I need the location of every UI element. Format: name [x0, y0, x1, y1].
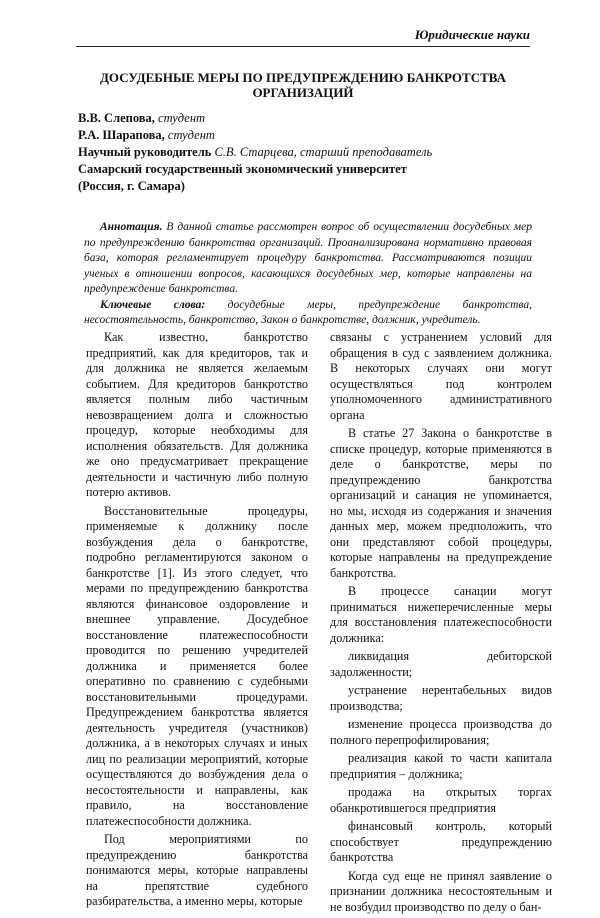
author-name: Р.А. Шарапова, [78, 128, 165, 142]
keywords-label: Ключевые слова: [100, 298, 206, 311]
measure-item: изменение процесса производства до полного перепрофилирования; [330, 717, 552, 747]
author-block [78, 110, 532, 195]
location: (Россия, г. Самара) [78, 179, 185, 193]
article-title: ДОСУДЕБНЫЕ МЕРЫ ПО ПРЕДУПРЕЖДЕНИЮ БАНКРОТСТВА ОРГАНИЗАЦИЙ [99, 70, 506, 100]
body-paragraph: Когда суд еще не принял заявление о признании должника несостоятельным и не возбудил производство по делу о бан- [330, 868, 552, 914]
advisor-name: С.В. Старцева, старший преподаватель [214, 145, 433, 159]
left-column [86, 330, 308, 913]
university: Самарский государственный экономический университет [78, 162, 407, 176]
body-paragraph: В статье 27 Закона о банкротстве в списке процедур, которые применяются в деле о банкротстве, меры по предупреждению банкротства организаций и санация не упоминается, но мы, исходя из содержания и значения данных мер, можем предположить, что они представляют собой процедуры, которые направлены на предупреждение банкротства. [330, 426, 552, 580]
body-paragraph: Восстановительные процедуры, применяемые к должнику после возбуждения дела о банкротстве, подробно регламентируются законом о банкротстве [1]. Из этого следует, что мерами по предупреждению банкротства являются финансовое оздоровление и внешнее управление. Досудебное восстановление платежеспособности проводится по решению учредителей должника и применяется более оперативно по сравнению с судебными восстановительными процедурами. Предупреждением банкротства является деятельность учредителя (участников) должника, а в некоторых случаях и иных лиц по реализации мероприятий, которые осуществляются до возбуждения дела о несостоятельности и направлены, как правило, на восстановление платежеспособности должника. [86, 503, 308, 828]
annotation-paragraph [84, 220, 532, 298]
measure-item: продажа на открытых торгах обанкротившегося предприятия [330, 785, 552, 815]
author-name: В.В. Слепова, [78, 111, 155, 125]
annotation-block [84, 220, 532, 329]
body-paragraph: Как известно, банкротство предприятий, как для кредиторов, так и для должника не является желаемым событием. Для кредиторов банкротство является полным либо частичным невозвращением долга и сложностью процедур, которые необходимы для исполнения обязательств. Для должника же оно предусматривает прекращение деятельности и частичную либо полную потерю активов. [86, 330, 308, 499]
header-divider [76, 46, 530, 47]
measure-item: ликвидация дебиторской задолженности; [330, 649, 552, 679]
body-paragraph-continuation: связаны с устранением условий для обращения в суд с заявлением должника. В некоторых случаях они могут осуществляться под контролем уполномоченного административного органа [330, 330, 552, 422]
right-column [330, 330, 552, 918]
measure-item: финансовый контроль, который способствует предупреждению банкротства [330, 819, 552, 864]
body-paragraph: Под мероприятиями по предупреждению банкротства понимаются меры, которые направлены на препятствие судебного разбирательства, а именно меры, которые [86, 832, 308, 908]
author-role: студент [167, 128, 215, 142]
advisor-label: Научный руководитель [78, 145, 212, 159]
author-2 [78, 127, 532, 144]
author-role: студент [158, 111, 206, 125]
journal-section-header: Юридические науки [414, 27, 530, 42]
author-1 [78, 110, 532, 127]
body-paragraph: В процессе санации могут приниматься нижеперечисленные меры для восстановления платежеспособности должника: [330, 584, 552, 645]
annotation-label: Аннотация. [100, 221, 163, 233]
annotation-text: В данной статье рассмотрен вопрос об осуществлении досудебных мер по предупреждению банкротства организаций. Проанализирована нормативно правовая база, которая регламентирует процедуру банкротства. Рассматриваются позиции ученых в отношении вопросов, касающихся досудебных мер, которые направлены на предупреждение банкротства. [84, 221, 532, 295]
keywords-paragraph [84, 298, 532, 329]
advisor [78, 144, 532, 161]
measure-item: реализация какой то части капитала предприятия – должника; [330, 751, 552, 781]
measure-item: устранение нерентабельных видов производства; [330, 683, 552, 713]
keywords-text: досудебные меры, предупреждение банкротства, несостоятельность, банкротство, Закон о банкротстве, должник, учредитель. [84, 298, 533, 326]
